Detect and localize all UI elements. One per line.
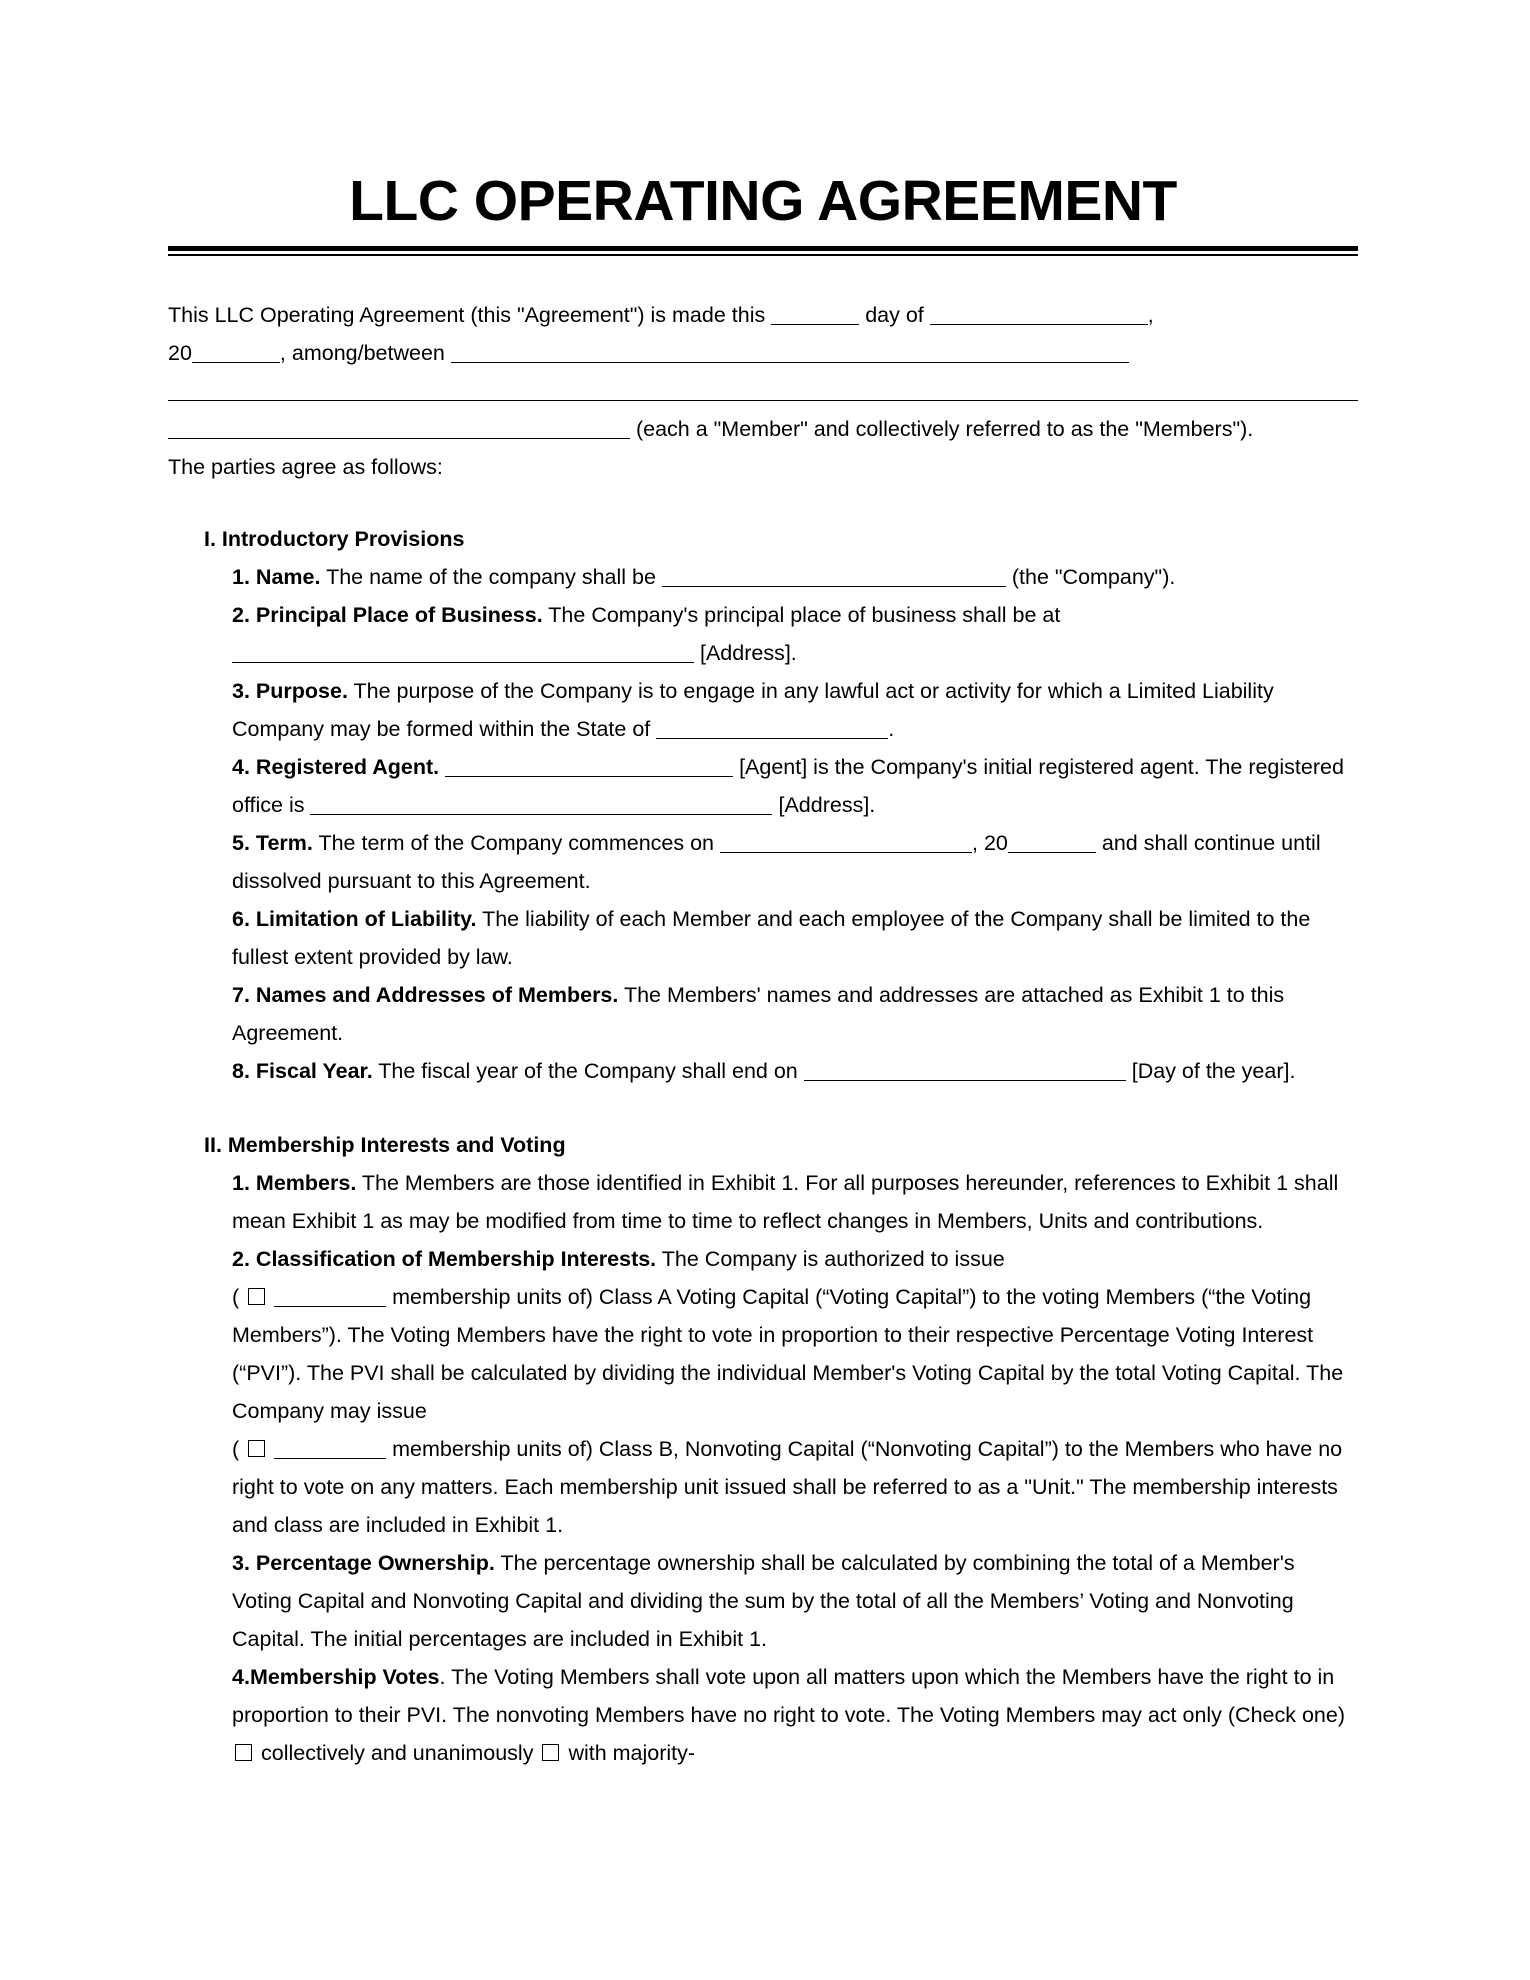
clause-7-number: 7.	[232, 982, 250, 1007]
clause-5-body-c: and shall continue until dissolved pursuant to this Agreement.	[232, 830, 1321, 893]
clause-ii-4-body-a: . The Voting Members shall vote upon all matters upon which the Members have the right to in proportion to their PVI. The nonvoting Members have no right to vote. The Voting Members may act only (Check one)	[232, 1664, 1346, 1727]
section-heading-2: II. Membership Interests and Voting	[204, 1132, 566, 1157]
company-name-blank-field[interactable]	[662, 567, 1006, 587]
clause-1-body-a: The name of the company shall be	[326, 564, 656, 589]
clause-ii-2-body-c: membership units of) Class B, Nonvoting Capital (“Nonvoting Capital”) to the Members who have no right to vote on any matters. Each membership unit issued shall be referred to as a "Unit." The membership interests and class are included in Exhibit 1.	[232, 1436, 1343, 1537]
fiscal-year-blank-field[interactable]	[804, 1061, 1126, 1081]
clause-ii-2-body-b: membership units of) Class A Voting Capital (“Voting Capital”) to the voting Members (“the Voting Members”). The Voting Members have the right to vote in proportion to their respective Percentage Voting Interest (“PVI”). The PVI shall be calculated by dividing the individual Member's Voting Capital by the total Voting Capital. The Company may issue	[232, 1284, 1344, 1423]
clause-8-fiscal-year	[232, 1052, 1358, 1090]
clause-5-term	[232, 824, 1358, 900]
clause-ii-2-body-a: The Company is authorized to issue	[661, 1246, 1005, 1271]
clause-8-body-b: [Day of the year].	[1131, 1058, 1296, 1083]
class-b-units-blank-field[interactable]	[274, 1439, 386, 1459]
clause-6-body-a: The liability of each Member and each employee of the Company shall be limited to the fullest extent provided by law.	[232, 906, 1311, 969]
clause-8-title: Fiscal Year.	[255, 1058, 373, 1083]
class-b-paren-open: (	[232, 1436, 240, 1461]
clause-2-body-b: [Address].	[699, 640, 797, 665]
year-blank-field[interactable]	[192, 343, 280, 363]
registered-agent-blank-field[interactable]	[445, 757, 733, 777]
clause-ii-2-classification	[232, 1240, 1358, 1544]
clause-ii-4-membership-votes	[232, 1658, 1358, 1772]
class-a-checkbox-icon[interactable]	[248, 1288, 265, 1305]
section-heading-1: I. Introductory Provisions	[204, 526, 465, 551]
members-blank-field-1[interactable]	[451, 343, 1129, 363]
clause-3-body-b: .	[888, 716, 895, 741]
intro-text-2a: 20	[168, 340, 192, 365]
clause-6-limitation-liability	[232, 900, 1358, 976]
clause-ii-1-title: Members.	[255, 1170, 357, 1195]
clause-ii-4-number: 4.	[232, 1664, 250, 1689]
clause-1-number: 1.	[232, 564, 250, 589]
state-blank-field[interactable]	[656, 719, 888, 739]
intro-paragraph	[168, 296, 1358, 448]
clause-ii-1-body-a: The Members are those identified in Exhibit 1. For all purposes hereunder, references to Exhibit 1 shall mean Exhibit 1 as may be modified from time to time to reflect changes in Members, Units and contributions.	[232, 1170, 1339, 1233]
collectively-checkbox-icon[interactable]	[235, 1744, 252, 1761]
clause-3-title: Purpose.	[255, 678, 348, 703]
registered-office-blank-field[interactable]	[310, 795, 772, 815]
section-membership-interests	[168, 1126, 1358, 1772]
clause-5-body-b: , 20	[972, 830, 1008, 855]
term-date-blank-field[interactable]	[720, 833, 972, 853]
title-divider	[168, 246, 1358, 256]
intro-line-4	[168, 410, 1358, 448]
document-content	[168, 0, 1358, 1772]
principal-place-blank-field[interactable]	[232, 643, 694, 663]
term-year-blank-field[interactable]	[1008, 833, 1096, 853]
month-blank-field[interactable]	[930, 305, 1148, 325]
clause-ii-4-title: Membership Votes	[249, 1664, 440, 1689]
clause-1-body-b: (the "Company").	[1011, 564, 1176, 589]
day-blank-field[interactable]	[771, 305, 859, 325]
intro-line-2	[168, 334, 1358, 372]
clause-7-body-a: The Members' names and addresses are attached as Exhibit 1 to this Agreement.	[232, 982, 1285, 1045]
majority-checkbox-icon[interactable]	[542, 1744, 559, 1761]
class-a-units-blank-field[interactable]	[274, 1287, 386, 1307]
members-definition-text: (each a "Member" and collectively referred to as the "Members").	[635, 416, 1254, 441]
parties-agree-text: The parties agree as follows:	[168, 454, 443, 479]
clause-7-names-addresses	[232, 976, 1358, 1052]
section-introductory-provisions	[168, 520, 1358, 1090]
clause-2-body-a: The Company's principal place of business shall be at	[548, 602, 1061, 627]
clause-2-title: Principal Place of Business.	[255, 602, 543, 627]
clause-ii-1-number: 1.	[232, 1170, 250, 1195]
clause-1-name	[232, 558, 1358, 596]
class-b-checkbox-icon[interactable]	[248, 1440, 265, 1457]
clause-8-number: 8.	[232, 1058, 250, 1083]
clause-5-body-a: The term of the Company commences on	[318, 830, 715, 855]
intro-text-2b: , among/between	[279, 340, 445, 365]
clause-ii-3-body-a: The percentage ownership shall be calculated by combining the total of a Member's Voting Capital and Nonvoting Capital and dividing the sum by the total of all the Members’ Voting and Nonvoting Capital. The initial percentages are included in Exhibit 1.	[232, 1550, 1295, 1651]
vote-option-majority-label: with majority-	[568, 1740, 696, 1765]
clause-ii-2-number: 2.	[232, 1246, 250, 1271]
clause-7-title: Names and Addresses of Members.	[255, 982, 619, 1007]
clause-4-number: 4.	[232, 754, 250, 779]
intro-line-3	[168, 372, 1358, 410]
clause-ii-3-title: Percentage Ownership.	[255, 1550, 495, 1575]
clause-5-number: 5.	[232, 830, 250, 855]
intro-line-1	[168, 296, 1358, 334]
clause-ii-1-members	[232, 1164, 1358, 1240]
clause-8-body-a: The fiscal year of the Company shall end on	[378, 1058, 798, 1083]
clause-1-title: Name.	[255, 564, 321, 589]
clause-2-principal-place	[232, 596, 1358, 672]
clause-ii-3-number: 3.	[232, 1550, 250, 1575]
clause-5-title: Term.	[255, 830, 313, 855]
parties-agree-line	[168, 448, 1358, 486]
clause-4-body-c: [Address].	[778, 792, 876, 817]
clause-3-purpose	[232, 672, 1358, 748]
clause-ii-2-title: Classification of Membership Interests.	[255, 1246, 657, 1271]
intro-text-1b: day of	[865, 302, 924, 327]
intro-text-1a: This LLC Operating Agreement (this "Agreement") is made this	[168, 302, 766, 327]
clause-ii-3-percentage-ownership	[232, 1544, 1358, 1658]
members-blank-field-2[interactable]	[168, 381, 1358, 401]
vote-option-collectively-label: collectively and unanimously	[260, 1740, 534, 1765]
clause-4-body-b: [Agent] is the Company's initial registered agent. The registered office is	[232, 754, 1344, 817]
clause-4-title: Registered Agent.	[255, 754, 440, 779]
intro-text-1c: ,	[1147, 302, 1154, 327]
clause-3-body-a: The purpose of the Company is to engage in any lawful act or activity for which a Limited Liability Company may be formed within the State of	[232, 678, 1274, 741]
members-blank-field-3[interactable]	[168, 419, 630, 439]
page-title: LLC OPERATING AGREEMENT	[349, 169, 1177, 233]
clause-3-number: 3.	[232, 678, 250, 703]
clause-6-number: 6.	[232, 906, 250, 931]
class-a-paren-open: (	[232, 1284, 240, 1309]
clause-2-number: 2.	[232, 602, 250, 627]
clause-6-title: Limitation of Liability.	[255, 906, 477, 931]
clause-4-registered-agent	[232, 748, 1358, 824]
